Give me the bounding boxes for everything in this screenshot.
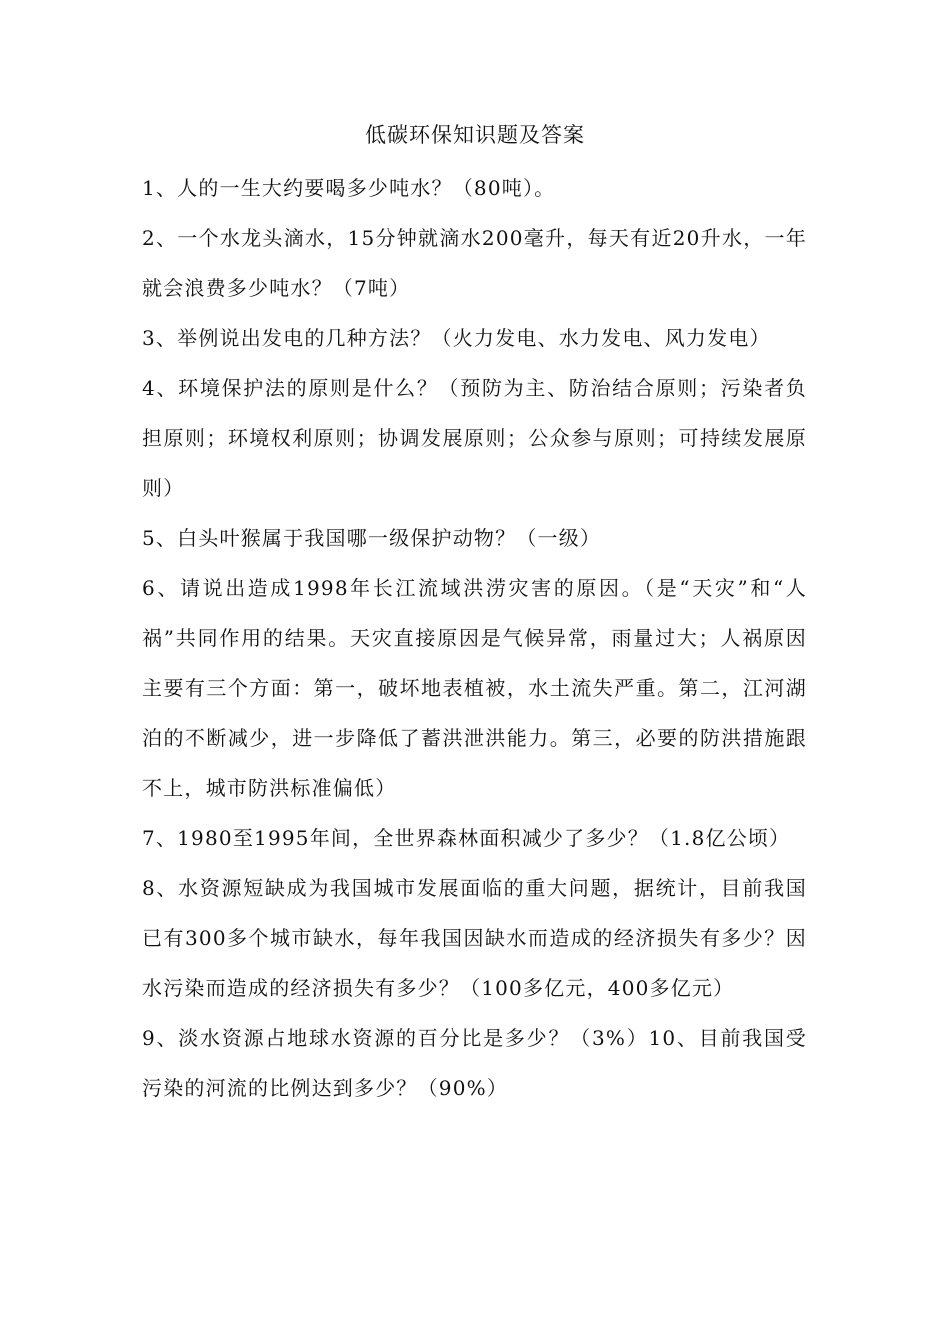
- page-title: 低碳环保知识题及答案: [365, 123, 585, 147]
- question-5: 5、白头叶猴属于我国哪一级保护动物？（一级）: [142, 526, 602, 550]
- question-2: 2、一个水龙头滴水，15分钟就滴水200毫升，每天有近20升水，一年就会浪费多少吨水？（7吨）: [142, 226, 807, 300]
- question-1: 1、人的一生大约要喝多少吨水？（80吨）。: [142, 176, 556, 200]
- question-list: [142, 163, 807, 1113]
- question-7: 7、1980至1995年间，全世界森林面积减少了多少？（1.8亿公顷）: [142, 826, 791, 850]
- question-4: 4、环境保护法的原则是什么？（预防为主、防治结合原则；污染者负担原则；环境权利原则；协调发展原则；公众参与原则；可持续发展原则）: [142, 376, 807, 500]
- question-8: 8、水资源短缺成为我国城市发展面临的重大问题，据统计，目前我国已有300多个城市缺水，每年我国因缺水而造成的经济损失有多少？因水污染而造成的经济损失有多少？（100多亿元，400多亿元）: [142, 876, 807, 1000]
- question-9-10: 9、淡水资源占地球水资源的百分比是多少？（3%）10、目前我国受污染的河流的比例达到多少？（90%）: [142, 1026, 807, 1100]
- question-6: 6、请说出造成1998年长江流域洪涝灾害的原因。（是“天灾”和“人祸”共同作用的结果。天灾直接原因是气候异常，雨量过大；人祸原因主要有三个方面：第一，破坏地表植被，水土流失严重。第二，江河湖泊的不断减少，进一步降低了蓄洪泄洪能力。第三，必要的防洪措施跟不上，城市防洪标准偏低）: [142, 576, 807, 800]
- question-3: 3、举例说出发电的几种方法？（火力发电、水力发电、风力发电）: [142, 326, 771, 350]
